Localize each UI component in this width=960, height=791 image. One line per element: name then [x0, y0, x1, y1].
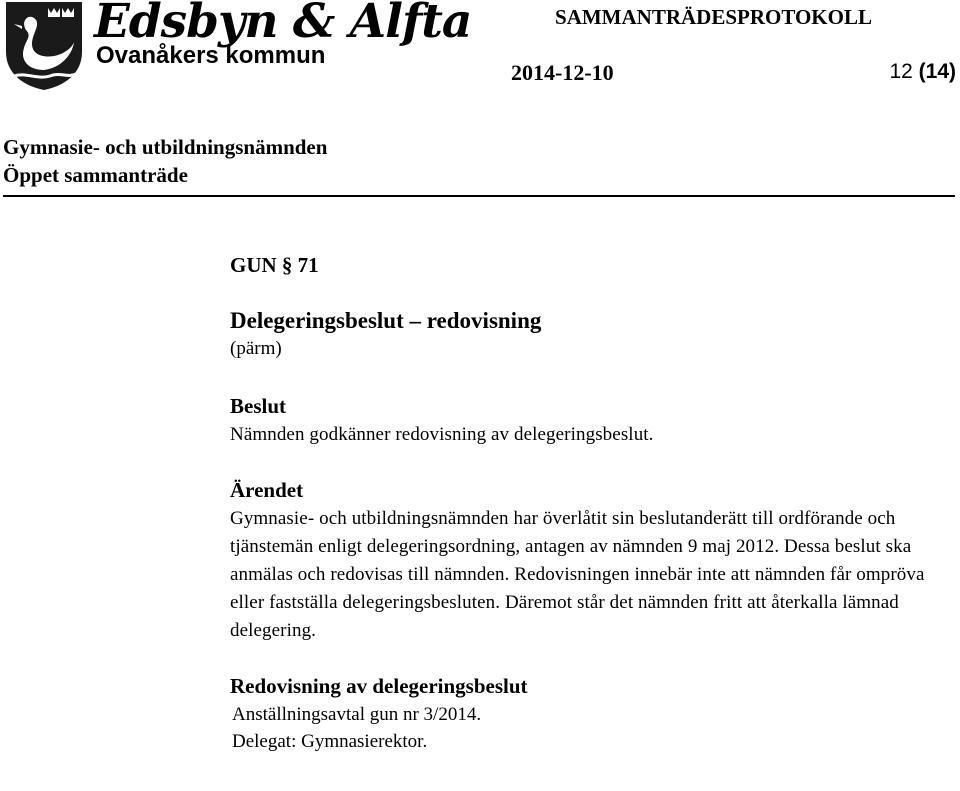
spacer [230, 449, 950, 475]
page-total: (14) [918, 60, 956, 83]
committee-name: Gymnasie- och utbildningsnämnden [3, 135, 328, 159]
meeting-date: 2014-12-10 [511, 60, 614, 85]
matter-text: Gymnasie- och utbildningsnämnden har överlåtit sin beslutanderätt till ordförande och tjänstemän enligt delegeringsordning, antagen av nämnden 9 maj 2012. Dessa beslut ska anmälas och redovisas till nämnden. Redovisningen innebär inte att nämnden får ompröva eller fastställa delegeringsbesluten. Däremot står det nämnden fritt att återkalla lämnad delegering. [230, 508, 925, 641]
swan-crown-emblem-icon [2, 0, 86, 92]
protocol-section [230, 253, 950, 755]
report-heading: Redovisning av delegeringsbeslut [230, 674, 528, 698]
section-title: Delegeringsbeslut – redovisning [230, 308, 542, 333]
decision-text: Nämnden godkänner redovisning av delegeringsbeslut. [230, 424, 654, 445]
report-item: Anställningsavtal gun nr 3/2014. [232, 704, 482, 725]
document-type: SAMMANTRÄDESPROTOKOLL [555, 5, 872, 29]
logo-subtitle: Ovanåkers kommun [96, 42, 326, 69]
committee-block [3, 133, 327, 189]
report-item: Delegat: Gymnasierektor. [232, 731, 428, 752]
spacer [230, 645, 950, 671]
decision-heading: Beslut [230, 394, 287, 418]
meeting-type: Öppet sammanträde [3, 163, 188, 187]
header-divider [3, 195, 955, 197]
matter-heading: Ärendet [230, 478, 304, 502]
page-number [889, 60, 956, 84]
section-number: GUN § 71 [230, 253, 319, 277]
section-note: (pärm) [230, 338, 282, 359]
logo-brand-name: Edsbyn & Alfta [94, 0, 472, 49]
page-current: 12 [889, 60, 913, 83]
municipality-logo [2, 0, 472, 92]
